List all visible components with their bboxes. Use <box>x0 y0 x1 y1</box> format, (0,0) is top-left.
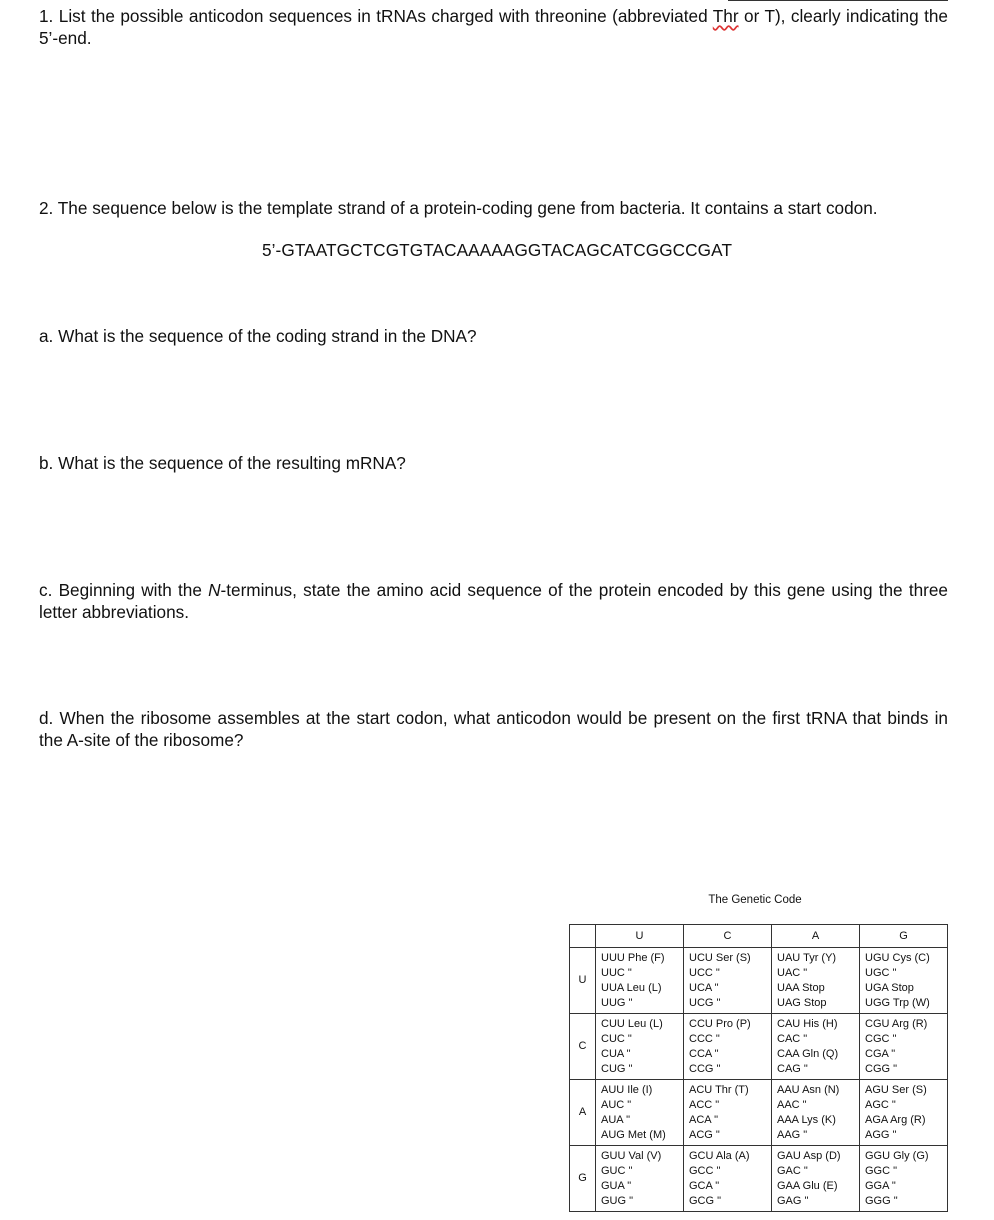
column-header: A <box>772 925 860 948</box>
codon-entry: CAA Gln (Q) <box>777 1048 839 1060</box>
codon-entry: CCA " <box>689 1048 719 1060</box>
codon-entry: AGU Ser (S) <box>865 1084 927 1096</box>
codon-entry: UAC " <box>777 967 808 979</box>
codon-entry: CGG " <box>865 1063 898 1075</box>
codon-entry: GGG " <box>865 1195 898 1207</box>
codon-entry: AUC " <box>601 1099 632 1111</box>
codon-entry: AGC " <box>865 1099 896 1111</box>
codon-entry: GGC " <box>865 1165 898 1177</box>
genetic-code-row <box>570 1014 948 1080</box>
codon-entry: AGG " <box>865 1129 897 1141</box>
codon-entry: UAU Tyr (Y) <box>777 952 837 964</box>
codon-cell <box>860 1146 948 1212</box>
codon-entry: CUU Leu (L) <box>601 1018 663 1030</box>
question-2b: b. What is the sequence of the resulting mRNA? <box>39 453 406 473</box>
codon-entry: ACU Thr (T) <box>689 1084 749 1096</box>
codon-entry: CAG " <box>777 1063 808 1075</box>
codon-cell <box>684 1014 772 1080</box>
row-header: U <box>570 948 596 1014</box>
row-header: G <box>570 1146 596 1212</box>
codon-entry: GUC " <box>601 1165 633 1177</box>
codon-cell <box>772 948 860 1014</box>
codon-entry: GGU Gly (G) <box>865 1150 929 1162</box>
codon-entry: GGA " <box>865 1180 896 1192</box>
codon-cell <box>596 1146 684 1212</box>
row-header: A <box>570 1080 596 1146</box>
codon-entry: GAC " <box>777 1165 808 1177</box>
codon-entry: AUA " <box>601 1114 630 1126</box>
codon-entry: CAU His (H) <box>777 1018 838 1030</box>
codon-entry: UCA " <box>689 982 719 994</box>
codon-entry: GCU Ala (A) <box>689 1150 750 1162</box>
codon-entry: CGU Arg (R) <box>865 1018 928 1030</box>
codon-cell <box>860 1080 948 1146</box>
question-2c-text-end: -terminus, state the amino acid sequence of the protein encoded by this gene using the three letter abbreviations. <box>39 580 948 622</box>
codon-cell <box>772 1146 860 1212</box>
genetic-code-header-row <box>570 925 948 948</box>
codon-entry: UAA Stop <box>777 982 825 994</box>
genetic-code-row <box>570 1080 948 1146</box>
codon-entry: GAA Glu (E) <box>777 1180 838 1192</box>
codon-entry: UGC " <box>865 967 897 979</box>
codon-entry: ACG " <box>689 1129 720 1141</box>
genetic-code-corner <box>570 925 596 948</box>
codon-cell <box>772 1080 860 1146</box>
column-header: G <box>860 925 948 948</box>
codon-entry: GCG " <box>689 1195 722 1207</box>
codon-entry: UGG Trp (W) <box>865 997 930 1009</box>
column-header: C <box>684 925 772 948</box>
codon-entry: CUG " <box>601 1063 633 1075</box>
codon-entry: GUU Val (V) <box>601 1150 662 1162</box>
codon-entry: UUC " <box>601 967 632 979</box>
codon-entry: CGC " <box>865 1033 897 1045</box>
top-rule <box>728 0 948 1</box>
codon-entry: AAU Asn (N) <box>777 1084 840 1096</box>
codon-entry: ACC " <box>689 1099 720 1111</box>
codon-cell <box>860 948 948 1014</box>
codon-cell <box>772 1014 860 1080</box>
codon-entry: CCU Pro (P) <box>689 1018 751 1030</box>
codon-entry: UUG " <box>601 997 633 1009</box>
codon-entry: GAU Asp (D) <box>777 1150 841 1162</box>
codon-cell <box>596 1014 684 1080</box>
codon-entry: UCU Ser (S) <box>689 952 751 964</box>
codon-entry: GUG " <box>601 1195 634 1207</box>
codon-entry: CUC " <box>601 1033 632 1045</box>
codon-entry: UCG " <box>689 997 721 1009</box>
genetic-code-row <box>570 948 948 1014</box>
codon-cell <box>684 1146 772 1212</box>
codon-entry: CAC " <box>777 1033 808 1045</box>
codon-entry: UGU Cys (C) <box>865 952 930 964</box>
genetic-code-row <box>570 1146 948 1212</box>
codon-entry: AAC " <box>777 1099 807 1111</box>
codon-cell <box>860 1014 948 1080</box>
codon-entry: CGA " <box>865 1048 896 1060</box>
thr-spellcheck-word: Thr <box>712 6 739 26</box>
codon-entry: UGA Stop <box>865 982 914 994</box>
row-header: C <box>570 1014 596 1080</box>
question-1-text-start: 1. List the possible anticodon sequences in tRNAs charged with threonine (abbreviated <box>39 6 713 26</box>
codon-entry: AAA Lys (K) <box>777 1114 836 1126</box>
codon-entry: AAG " <box>777 1129 808 1141</box>
codon-entry: GCC " <box>689 1165 721 1177</box>
question-2: 2. The sequence below is the template strand of a protein-coding gene from bacteria. It contains a start codon. <box>39 198 878 218</box>
codon-entry: CCC " <box>689 1033 720 1045</box>
codon-cell <box>684 948 772 1014</box>
codon-entry: AUU Ile (I) <box>601 1084 653 1096</box>
codon-cell <box>684 1080 772 1146</box>
column-header: U <box>596 925 684 948</box>
codon-cell <box>596 1080 684 1146</box>
codon-cell <box>596 948 684 1014</box>
question-2c <box>39 579 948 623</box>
codon-entry: ACA " <box>689 1114 718 1126</box>
codon-entry: UUA Leu (L) <box>601 982 662 994</box>
question-2d: d. When the ribosome assembles at the start codon, what anticodon would be present on the first tRNA that binds in the A-site of the ribosome? <box>39 708 948 750</box>
n-terminus-italic: N <box>208 580 221 600</box>
question-2c-text-start: c. Beginning with the <box>39 580 209 600</box>
codon-entry: GAG " <box>777 1195 809 1207</box>
codon-entry: AGA Arg (R) <box>865 1114 926 1126</box>
question-1 <box>39 5 948 49</box>
codon-entry: CUA " <box>601 1048 631 1060</box>
genetic-code-title: The Genetic Code <box>708 894 802 906</box>
question-2a: a. What is the sequence of the coding strand in the DNA? <box>39 326 477 346</box>
genetic-code-table <box>569 924 948 1212</box>
codon-entry: UUU Phe (F) <box>601 952 665 964</box>
codon-entry: GCA " <box>689 1180 720 1192</box>
template-sequence: 5’-GTAATGCTCGTGTACAAAAAGGTACAGCATCGGCCGAT <box>261 240 733 260</box>
codon-entry: UCC " <box>689 967 720 979</box>
question-1-text-end: or T), clearly indicating the 5’-end. <box>39 6 948 48</box>
codon-entry: GUA " <box>601 1180 632 1192</box>
codon-entry: CCG " <box>689 1063 721 1075</box>
codon-entry: UAG Stop <box>777 997 827 1009</box>
codon-entry: AUG Met (M) <box>601 1129 666 1141</box>
